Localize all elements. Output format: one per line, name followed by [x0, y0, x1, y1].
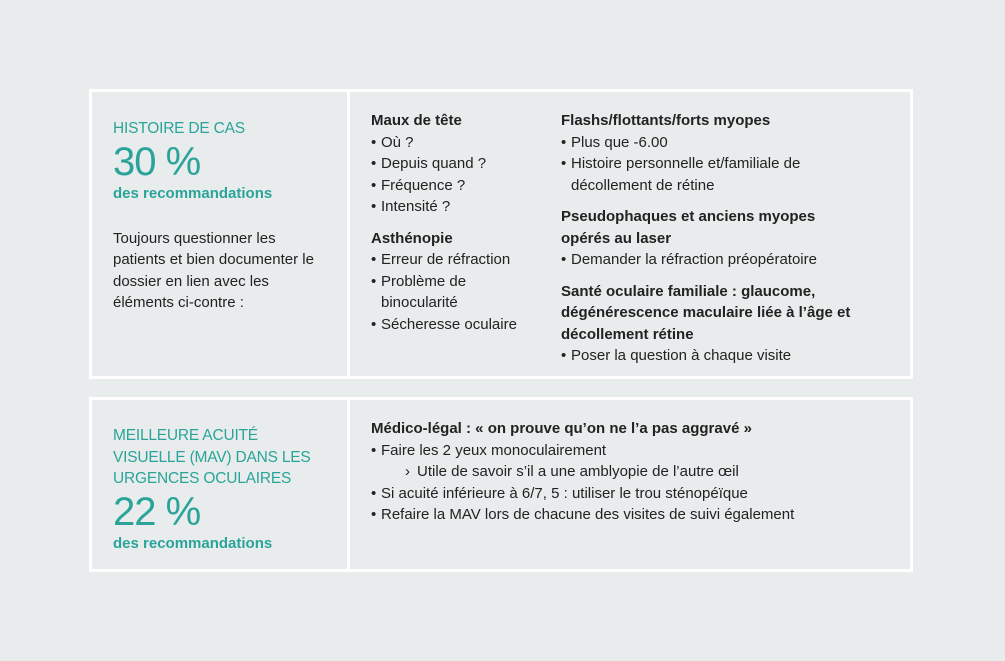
sub-list-item: › Utile de savoir s’il a une amblyopie de l’autre œil	[371, 461, 891, 483]
percent-value: 30 %	[113, 139, 201, 184]
case-history-card	[89, 89, 913, 379]
card-label: HISTOIRE DE CAS	[113, 120, 245, 137]
details-column-2	[561, 110, 851, 367]
percent-value: 22 %	[113, 489, 201, 534]
list-item: • Poser la question à chaque visite	[561, 345, 851, 367]
bullet-list	[371, 440, 891, 526]
bullet-list	[371, 249, 541, 335]
list-item: • Plus que -6.00	[561, 132, 851, 154]
list-item: • Demander la réfraction préopératoire	[561, 249, 851, 271]
section-heading: Asthénopie	[371, 229, 453, 247]
visual-acuity-summary	[92, 400, 350, 569]
list-item: • Erreur de réfraction	[371, 249, 541, 271]
list-item: • Où ?	[371, 132, 541, 154]
card-label: MEILLEURE ACUITÉ VISUELLE (MAV) DANS LES URGENCES OCULAIRES	[113, 427, 311, 487]
list-item: • Si acuité inférieure à 6/7, 5 : utiliser le trou sténopéïque	[371, 483, 891, 505]
visual-acuity-details	[350, 400, 910, 569]
section-heading: Flashs/flottants/forts myopes	[561, 112, 771, 129]
list-item: • Depuis quand ?	[371, 153, 541, 175]
list-item: • Problème de binocularité	[371, 271, 491, 314]
list-item: • Fréquence ?	[371, 175, 541, 197]
section-heading: Médico-légal : « on prouve qu’on ne l’a pas aggravé »	[371, 420, 752, 437]
bullet-list	[561, 345, 851, 367]
recommendations-caption: des recommandations	[113, 184, 273, 202]
list-item: • Faire les 2 yeux monoculairement	[371, 440, 891, 462]
list-item: • Sécheresse oculaire	[371, 314, 541, 336]
section-heading: Pseudophaques et anciens myopes opérés au laser	[561, 208, 816, 247]
section-heading: Santé oculaire familiale : glaucome, dégénérescence maculaire liée à l’âge et décollement rétine	[561, 282, 851, 343]
description-text: Toujours questionner les patients et bien documenter le dossier en lien avec les éléments ci-contre :	[113, 229, 314, 311]
case-history-details	[350, 92, 910, 376]
bullet-list	[561, 132, 851, 197]
list-item: • Histoire personnelle et/familiale de décollement de rétine	[561, 153, 833, 196]
case-history-summary	[92, 92, 350, 376]
visual-acuity-card	[89, 397, 913, 572]
list-item: • Refaire la MAV lors de chacune des visites de suivi également	[371, 504, 891, 526]
details-column-1	[371, 110, 541, 335]
details-column	[371, 418, 891, 526]
section-heading: Maux de tête	[371, 112, 462, 129]
bullet-list	[561, 249, 851, 271]
bullet-list	[371, 132, 541, 218]
recommendations-caption: des recommandations	[113, 534, 273, 552]
list-item: • Intensité ?	[371, 196, 541, 218]
